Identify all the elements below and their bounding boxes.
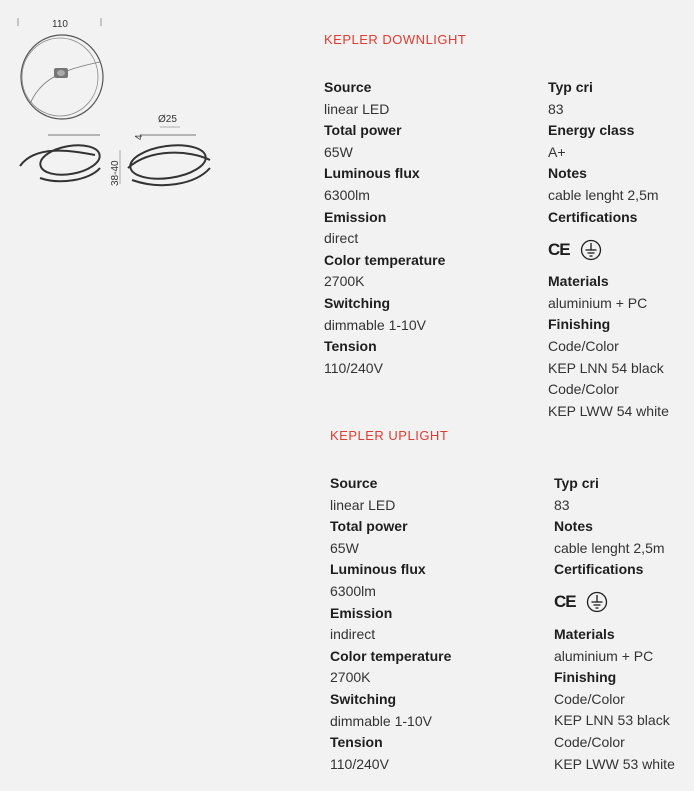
spec-value: 110/240V — [324, 359, 383, 376]
notes-value: cable lenght 2,5m — [554, 539, 665, 556]
spec-value: 65W — [324, 143, 353, 160]
code-color-value: KEP LNN 54 black — [548, 359, 664, 376]
dim-height-label: 38-40 — [110, 160, 121, 186]
spec-value: 2700K — [324, 273, 365, 290]
spec-label: Emission — [324, 208, 387, 225]
spec-label: Luminous flux — [330, 561, 426, 578]
dim-depth-label: 4 — [134, 134, 145, 140]
ground-symbol-icon — [586, 591, 608, 613]
spec-value: 2700K — [330, 669, 371, 686]
spec-label: Source — [324, 79, 372, 95]
typ-cri-value: 83 — [548, 100, 564, 117]
materials-label: Materials — [548, 273, 609, 290]
spec-value: dimmable 1-10V — [324, 316, 426, 333]
materials-label: Materials — [554, 625, 615, 642]
certifications-icons — [548, 228, 688, 271]
spec-label: Total power — [324, 122, 402, 139]
energy-class-value: A+ — [548, 143, 566, 160]
side-view-right-icon — [128, 135, 210, 185]
spec-value: 6300lm — [324, 186, 370, 203]
dim-width-label: 110 — [52, 19, 68, 30]
spec-label: Color temperature — [330, 647, 452, 664]
certifications-label: Certifications — [548, 208, 638, 225]
downlight-spec-left — [324, 77, 494, 379]
code-color-label: Code/Color — [548, 381, 619, 398]
materials-value: aluminium + PC — [554, 647, 654, 664]
typ-cri-label: Typ cri — [554, 475, 599, 491]
notes-label: Notes — [548, 165, 587, 182]
certifications-icons — [554, 581, 692, 624]
spec-label: Source — [330, 475, 378, 491]
spec-label: Switching — [330, 690, 397, 707]
notes-value: cable lenght 2,5m — [548, 186, 659, 203]
materials-value: aluminium + PC — [548, 294, 648, 311]
spec-label: Switching — [324, 294, 391, 311]
uplight-spec-left — [330, 473, 500, 775]
certifications-label: Certifications — [554, 561, 644, 578]
typ-cri-label: Typ cri — [548, 79, 593, 95]
spec-label: Total power — [330, 518, 408, 535]
spec-value: 65W — [330, 539, 359, 556]
dim-diameter-label: Ø25 — [158, 114, 177, 125]
finishing-label: Finishing — [554, 669, 617, 686]
ground-symbol-icon — [580, 239, 602, 261]
code-color-label: Code/Color — [554, 690, 625, 707]
finishing-label: Finishing — [548, 316, 611, 333]
ce-mark-icon: CE — [554, 592, 576, 612]
top-view-icon — [21, 35, 103, 119]
code-color-label: Code/Color — [548, 337, 619, 354]
technical-drawing — [0, 0, 230, 200]
code-color-value: KEP LNN 53 black — [554, 712, 670, 729]
spec-label: Luminous flux — [324, 165, 420, 182]
code-color-value: KEP LWW 54 white — [548, 402, 669, 419]
side-view-left-icon — [20, 135, 102, 181]
spec-label: Color temperature — [324, 251, 446, 268]
downlight-title: KEPLER DOWNLIGHT — [324, 32, 467, 47]
spec-value: indirect — [330, 626, 376, 643]
downlight-spec-right — [548, 77, 688, 422]
spec-label: Emission — [330, 604, 393, 621]
code-color-label: Code/Color — [554, 733, 625, 750]
uplight-spec-right — [554, 473, 692, 775]
spec-value: linear LED — [330, 496, 396, 513]
spec-label: Tension — [330, 734, 383, 751]
energy-class-label: Energy class — [548, 122, 635, 139]
uplight-title: KEPLER UPLIGHT — [330, 428, 449, 443]
spec-value: 6300lm — [330, 582, 376, 599]
spec-value: direct — [324, 230, 359, 247]
spec-value: dimmable 1-10V — [330, 712, 432, 729]
spec-value: linear LED — [324, 100, 390, 117]
ce-mark-icon: CE — [548, 239, 570, 259]
spec-label: Tension — [324, 338, 377, 355]
notes-label: Notes — [554, 518, 593, 535]
spec-value: 110/240V — [330, 755, 389, 772]
typ-cri-value: 83 — [554, 496, 570, 513]
code-color-value: KEP LWW 53 white — [554, 755, 675, 772]
